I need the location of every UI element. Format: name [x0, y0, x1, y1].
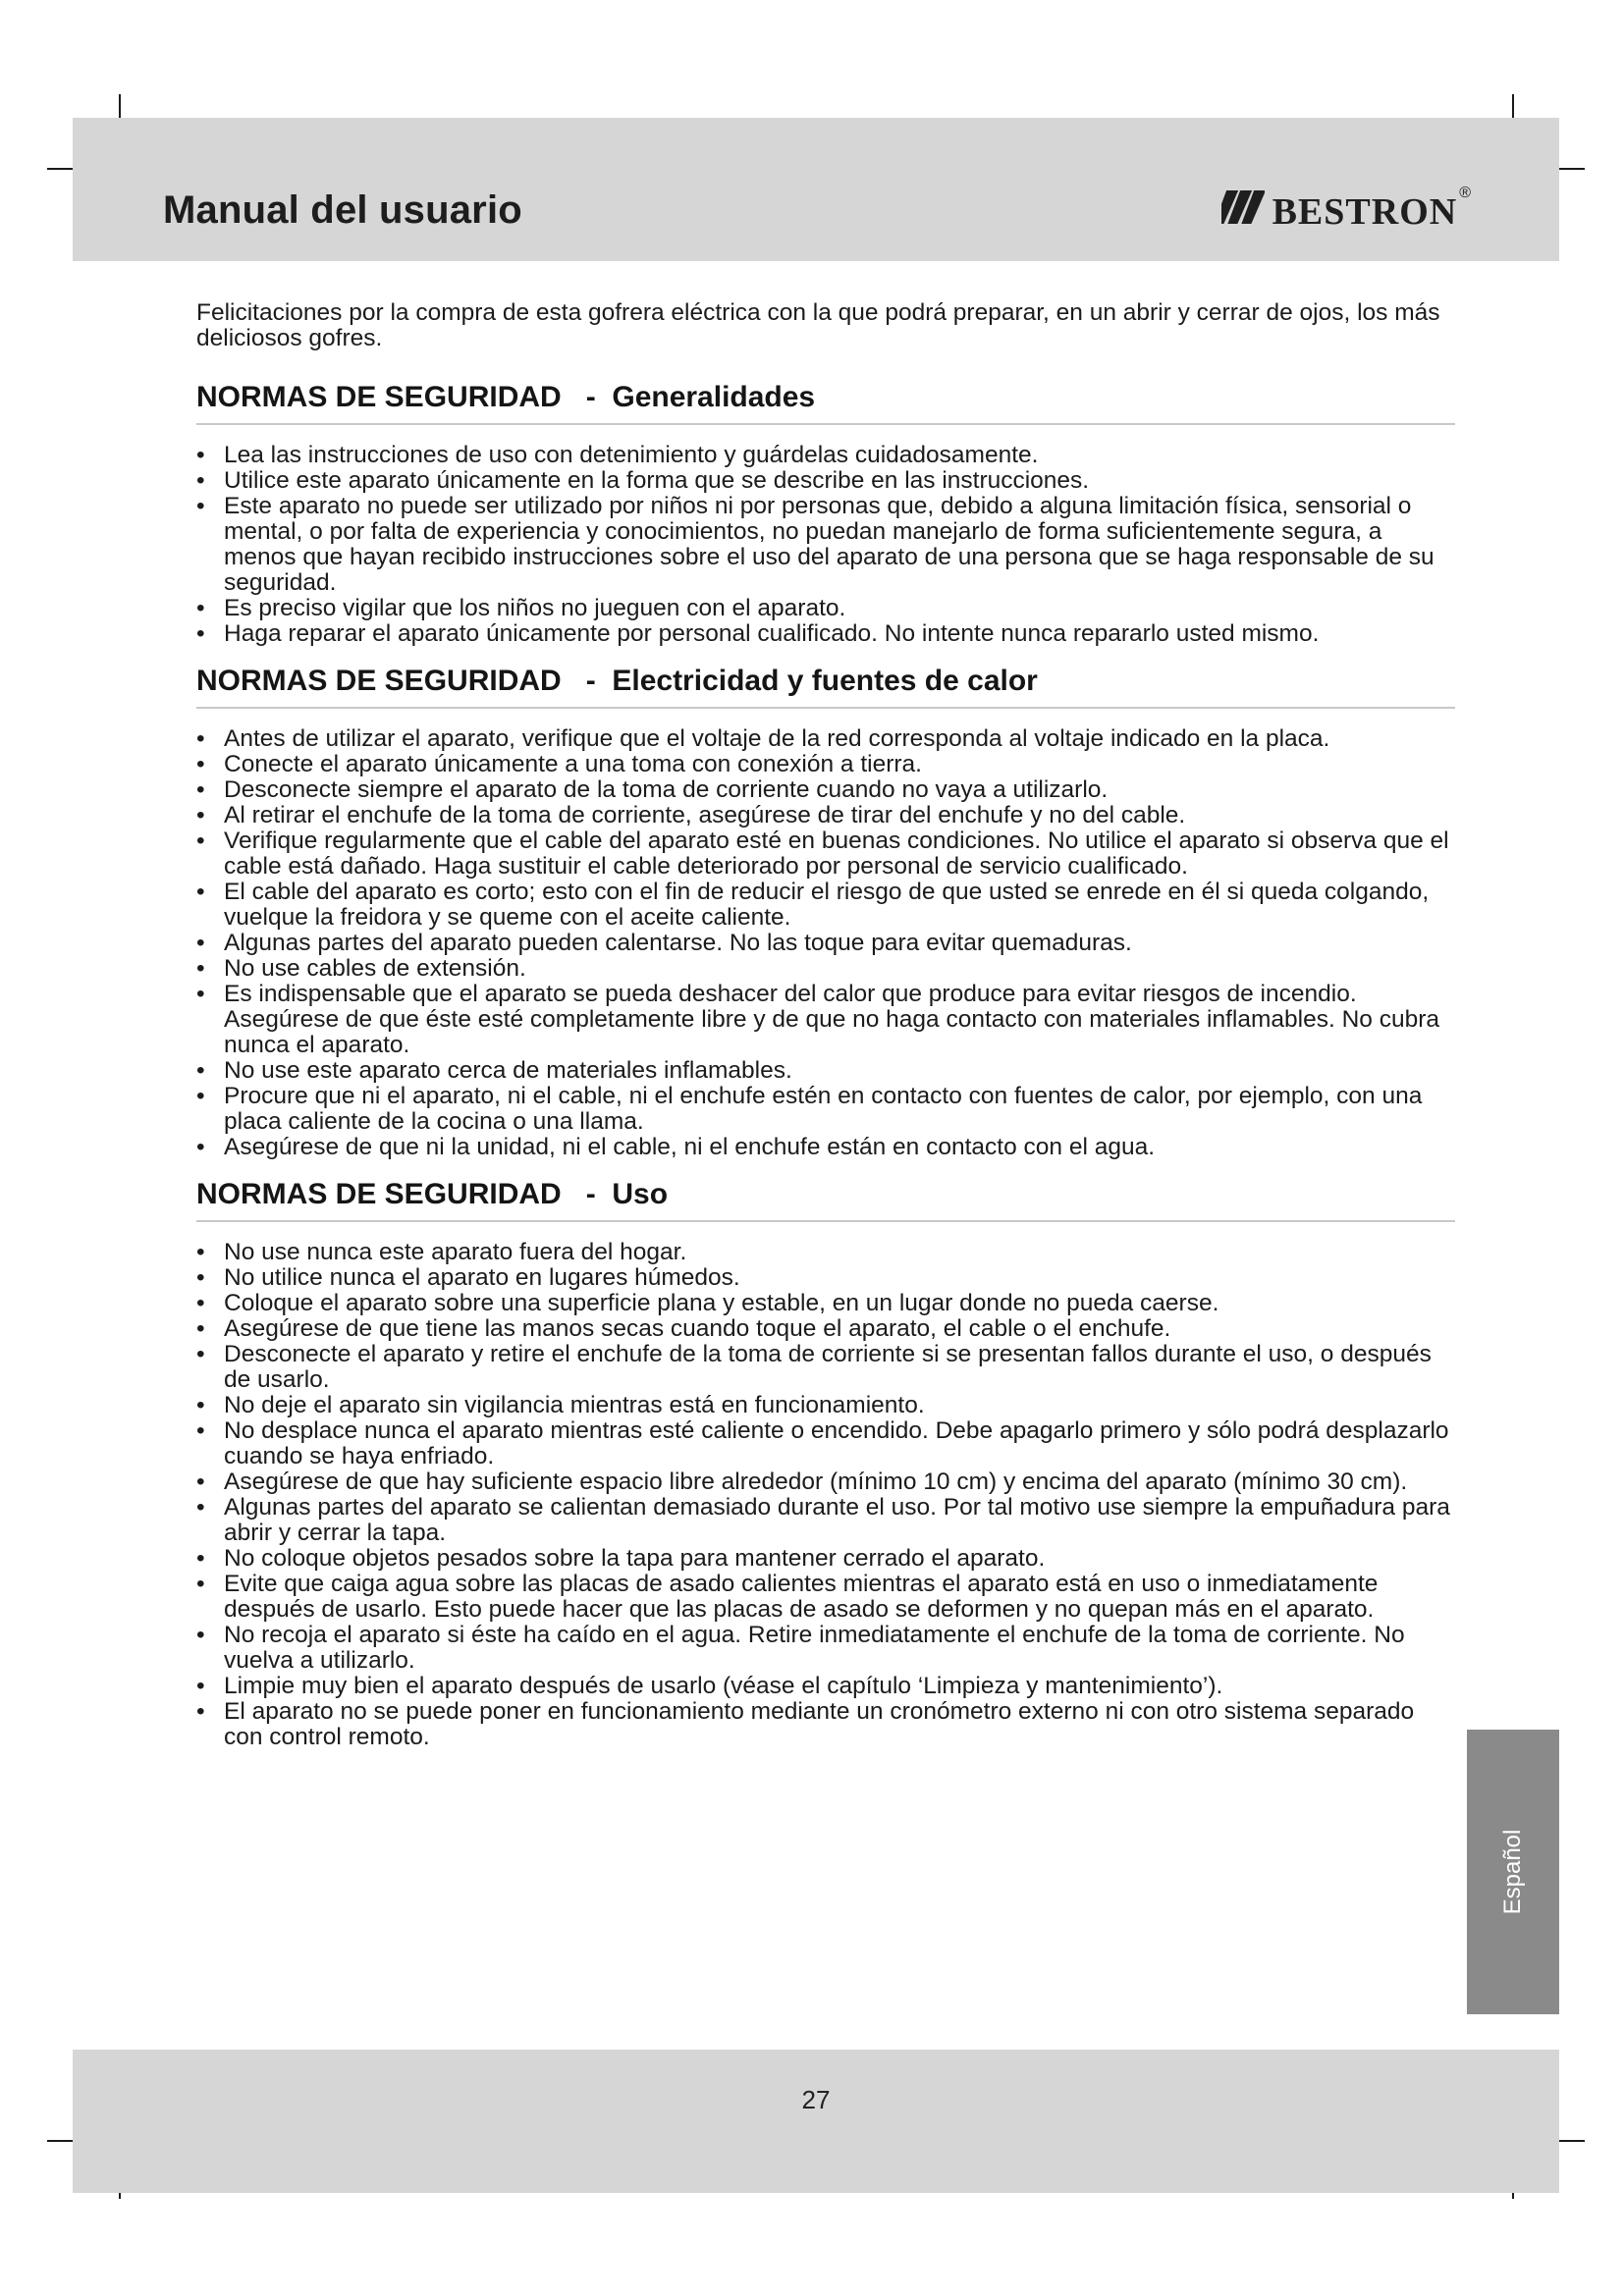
list-item: • Asegúrese de que hay suficiente espacio libre alrededor (mínimo 10 cm) y encima del aparato (mínimo 30 cm).: [196, 1469, 1455, 1495]
list-item: • Lea las instrucciones de uso con detenimiento y guárdelas cuidadosamente.: [196, 443, 1455, 468]
page-number: 27: [801, 2085, 831, 2114]
footer-band: [73, 2050, 1559, 2193]
list-item: • No coloque objetos pesados sobre la tapa para mantener cerrado el aparato.: [196, 1546, 1455, 1572]
header-band: [73, 118, 1559, 261]
bullet-list: [196, 1240, 1455, 1750]
list-item: • Coloque el aparato sobre una superficie plana y estable, en un lugar donde no pueda caerse.: [196, 1291, 1455, 1316]
intro-paragraph: Felicitaciones por la compra de esta gofrera eléctrica con la que podrá preparar, en un abrir y cerrar de ojos, los más deliciosos gofres.: [196, 299, 1440, 351]
list-item: • Desconecte siempre el aparato de la toma de corriente cuando no vaya a utilizarlo.: [196, 777, 1455, 803]
list-item: • Algunas partes del aparato se calientan demasiado durante el uso. Por tal motivo use siempre la empuñadura para abrir y cerrar la tapa.: [196, 1495, 1455, 1546]
list-item: • No desplace nunca el aparato mientras esté caliente o encendido. Debe apagarlo primero y sólo podrá desplazarlo cuando se haya enfriado.: [196, 1418, 1455, 1469]
brand-logo: [1221, 179, 1471, 234]
list-item: • Evite que caiga agua sobre las placas de asado calientes mientras el aparato está en uso o inmediatamente después de usarlo. Esto puede hacer que las placas de asado se deformen y no quepan más en el aparato.: [196, 1572, 1455, 1623]
language-tab: [1467, 1730, 1559, 2014]
list-item: • Desconecte el aparato y retire el enchufe de la toma de corriente si se presentan fallos durante el uso, o después de usarlo.: [196, 1342, 1455, 1393]
manual-title: Manual del usuario: [163, 188, 522, 232]
list-item: • Antes de utilizar el aparato, verifique que el voltaje de la red corresponda al voltaje indicado en la placa.: [196, 726, 1455, 752]
section-title: NORMAS DE SEGURIDAD - Generalidades: [196, 381, 1455, 425]
section-uso: [196, 1178, 1455, 1750]
list-item: • Limpie muy bien el aparato después de usarlo (véase el capítulo ‘Limpieza y mantenimiento’).: [196, 1674, 1455, 1699]
list-item: • Asegúrese de que ni la unidad, ni el cable, ni el enchufe están en contacto con el agua.: [196, 1135, 1455, 1160]
list-item: • No use cables de extensión.: [196, 956, 1455, 982]
main-content: [196, 300, 1455, 1768]
list-item: • El cable del aparato es corto; esto con el fin de reducir el riesgo de que usted se enrede en él si queda colgando, vuelque la freidora y se queme con el aceite caliente.: [196, 880, 1455, 931]
list-item: • Utilice este aparato únicamente en la forma que se describe en las instrucciones.: [196, 468, 1455, 494]
list-item: • No utilice nunca el aparato en lugares húmedos.: [196, 1265, 1455, 1291]
list-item: • Es indispensable que el aparato se pueda deshacer del calor que produce para evitar riesgos de incendio. Asegúrese de que éste esté completamente libre y de que no haga contacto con materiales inflamables. No cubra nunca el aparato.: [196, 982, 1455, 1058]
list-item: • No use este aparato cerca de materiales inflamables.: [196, 1058, 1455, 1084]
brand-name: bestron: [1272, 177, 1458, 236]
bullet-list: [196, 726, 1455, 1160]
bullet-list: [196, 443, 1455, 647]
section-generalidades: [196, 381, 1455, 647]
list-item: • Conecte el aparato únicamente a una toma con conexión a tierra.: [196, 752, 1455, 777]
list-item: • Es preciso vigilar que los niños no jueguen con el aparato.: [196, 596, 1455, 621]
list-item: • No use nunca este aparato fuera del hogar.: [196, 1240, 1455, 1265]
list-item: • Al retirar el enchufe de la toma de corriente, asegúrese de tirar del enchufe y no del cable.: [196, 803, 1455, 828]
list-item: • Asegúrese de que tiene las manos secas cuando toque el aparato, el cable o el enchufe.: [196, 1316, 1455, 1342]
list-item: • El aparato no se puede poner en funcionamiento mediante un cronómetro externo ni con otro sistema separado con control remoto.: [196, 1699, 1455, 1750]
language-tab-label: Español: [1499, 1829, 1526, 1915]
list-item: • Algunas partes del aparato pueden calentarse. No las toque para evitar quemaduras.: [196, 931, 1455, 956]
list-item: • Procure que ni el aparato, ni el cable, ni el enchufe estén en contacto con fuentes de calor, por ejemplo, con una placa caliente de la cocina o una llama.: [196, 1084, 1455, 1135]
brand-registered-mark: ®: [1459, 185, 1471, 201]
list-item: • Verifique regularmente que el cable del aparato esté en buenas condiciones. No utilice el aparato si observa que el cable está dañado. Haga sustituir el cable deteriorado por personal de servicio cualificado.: [196, 828, 1455, 880]
list-item: • No recoja el aparato si éste ha caído en el agua. Retire inmediatamente el enchufe de la toma de corriente. No vuelva a utilizarlo.: [196, 1623, 1455, 1674]
section-electricidad: [196, 665, 1455, 1160]
section-title: NORMAS DE SEGURIDAD - Electricidad y fuentes de calor: [196, 665, 1455, 709]
list-item: • Este aparato no puede ser utilizado por niños ni por personas que, debido a alguna limitación física, sensorial o mental, o por falta de experiencia y conocimientos, no puedan manejarlo de forma suficientemente segura, a menos que hayan recibido instrucciones sobre el uso del aparato de una persona que se haga responsable de su seguridad.: [196, 494, 1455, 596]
list-item: • No deje el aparato sin vigilancia mientras está en funcionamiento.: [196, 1393, 1455, 1418]
brand-chevron-icon: [1221, 185, 1265, 228]
section-title: NORMAS DE SEGURIDAD - Uso: [196, 1178, 1455, 1222]
list-item: • Haga reparar el aparato únicamente por personal cualificado. No intente nunca repararlo usted mismo.: [196, 621, 1455, 647]
